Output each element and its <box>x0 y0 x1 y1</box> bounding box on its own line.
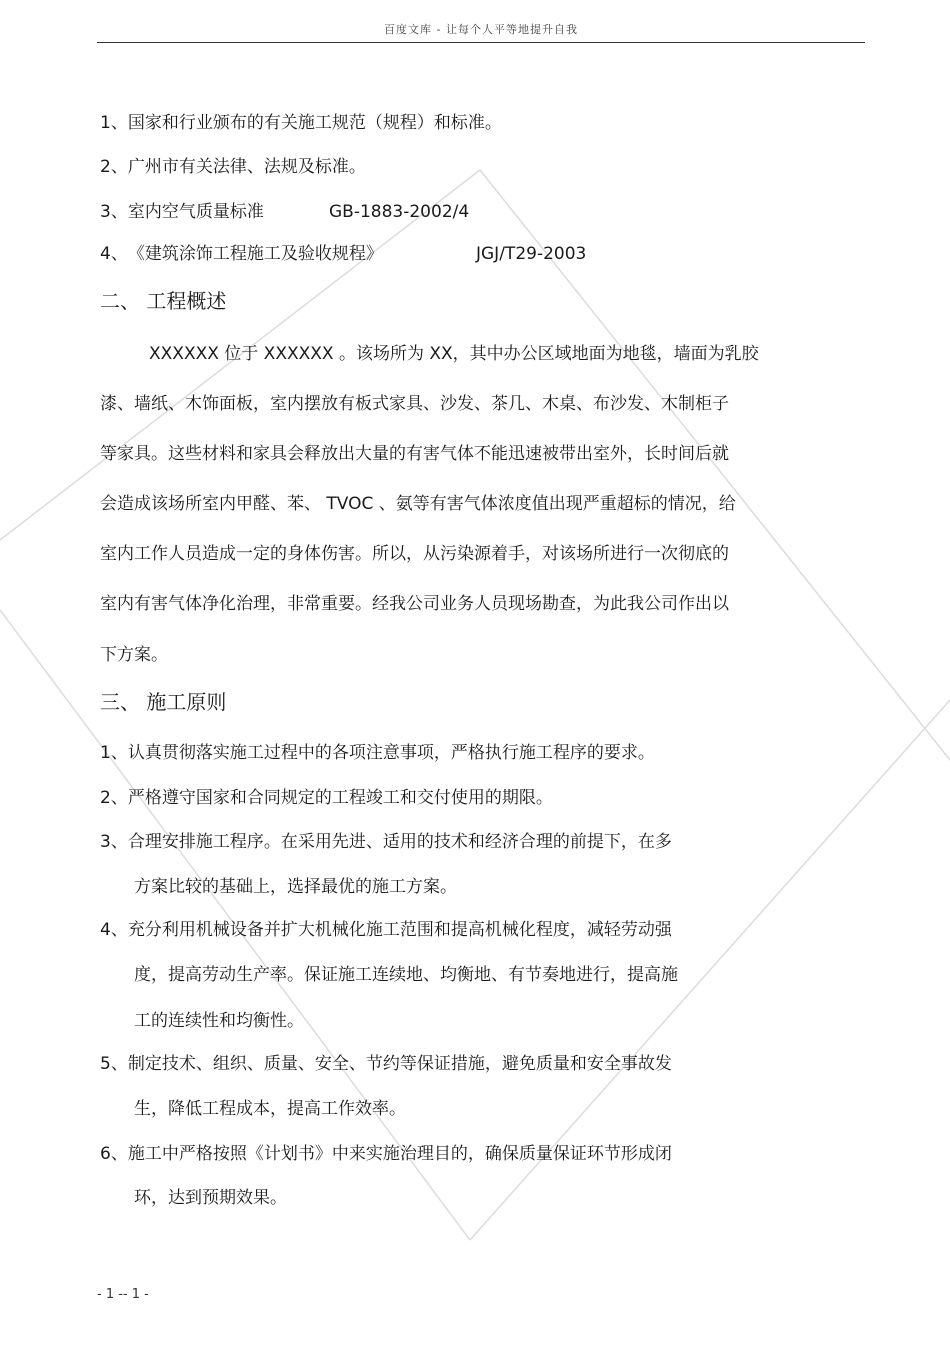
principle-item-4: 4、充分利用机械设备并扩大机械化施工范围和提高机械化程度，减轻劳动强 <box>100 920 672 940</box>
principle-item-5-continuation: 生，降低工程成本，提高工作效率。 <box>134 1099 406 1119</box>
paragraph-line: 漆、墙纸、木饰面板，室内摆放有板式家具、沙发、茶几、木桌、布沙发、木制柜子 <box>100 394 729 414</box>
standard-item-1: 1、国家和行业颁布的有关施工规范（规程）和标准。 <box>100 113 502 133</box>
principle-item-1: 1、认真贯彻落实施工过程中的各项注意事项，严格执行施工程序的要求。 <box>100 743 655 763</box>
page-header: 百度文库 - 让每个人平等地提升自我 <box>97 20 865 43</box>
principle-item-6-continuation: 环，达到预期效果。 <box>134 1188 287 1208</box>
section-heading-principles: 三、 施工原则 <box>100 690 227 714</box>
section-heading-overview: 二、 工程概述 <box>100 289 227 313</box>
paragraph-line: XXXXXX 位于 XXXXXX 。该场所为 XX，其中办公区域地面为地毯，墙面为乳胶 <box>149 344 759 364</box>
paragraph-line: 下方案。 <box>100 645 168 665</box>
paragraph-line: 室内工作人员造成一定的身体伤害。所以，从污染源着手，对该场所进行一次彻底的 <box>100 544 729 564</box>
paragraph-line: 会造成该场所室内甲醛、苯、 TVOC 、氨等有害气体浓度值出现严重超标的情况，给 <box>100 494 736 514</box>
standard-code: JGJ/T29-2003 <box>476 244 587 264</box>
principle-item-4-continuation: 工的连续性和均衡性。 <box>134 1011 304 1031</box>
principle-item-5: 5、制定技术、组织、质量、安全、节约等保证措施，避免质量和安全事故发 <box>100 1054 672 1074</box>
principle-item-3-continuation: 方案比较的基础上，选择最优的施工方案。 <box>134 877 457 897</box>
principle-item-4-continuation: 度，提高劳动生产率。保证施工连续地、均衡地、有节奏地进行，提高施 <box>134 965 678 985</box>
standard-item-2: 2、广州市有关法律、法规及标准。 <box>100 157 366 177</box>
page-number: - 1 -- 1 - <box>97 1287 149 1302</box>
principle-item-2: 2、严格遵守国家和合同规定的工程竣工和交付使用的期限。 <box>100 788 553 808</box>
standard-item-4: 4、《建筑涂饰工程施工及验收规程》 JGJ/T29-2003 <box>100 244 587 264</box>
standard-code: GB-1883-2002/4 <box>329 202 470 222</box>
principle-item-6: 6、施工中严格按照《计划书》中来实施治理目的，确保质量保证环节形成闭 <box>100 1144 672 1164</box>
principle-item-3: 3、合理安排施工程序。在采用先进、适用的技术和经济合理的前提下，在多 <box>100 832 672 852</box>
standard-item-3: 3、室内空气质量标准 GB-1883-2002/4 <box>100 202 470 222</box>
paragraph-line: 室内有害气体净化治理，非常重要。经我公司业务人员现场勘查，为此我公司作出以 <box>100 594 729 614</box>
paragraph-line: 等家具。这些材料和家具会释放出大量的有害气体不能迅速被带出室外，长时间后就 <box>100 444 729 464</box>
